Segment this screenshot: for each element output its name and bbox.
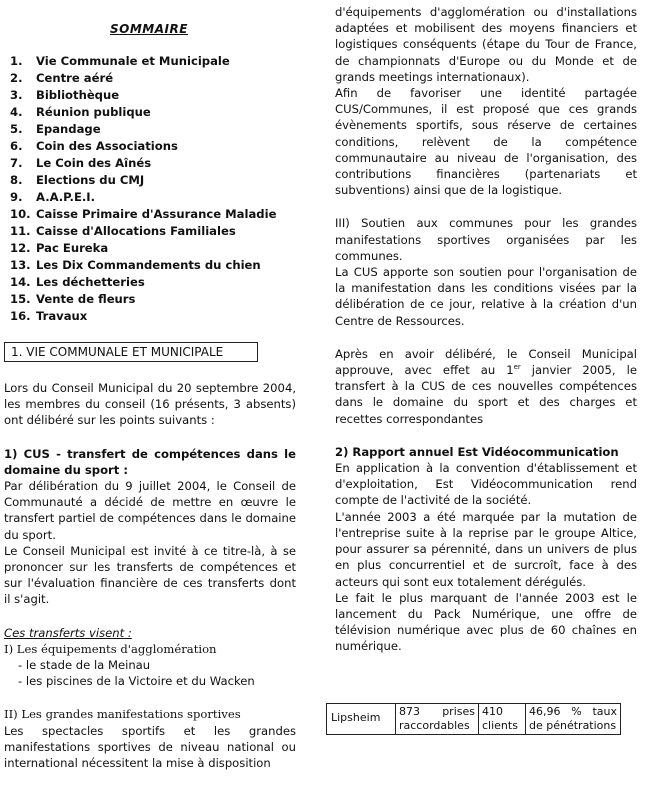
toc-item — [10, 223, 276, 240]
toc-item — [10, 53, 276, 70]
toc-item-label: Epandage — [36, 122, 101, 136]
toc-item — [10, 189, 276, 206]
point1-paragraph-1: Par délibération du 9 juillet 2004, le Conseil de Communauté a décidé de mettre en œuvre le transfert partiel de compétences dans le domaine du sport. — [4, 479, 296, 542]
left-body — [4, 380, 296, 771]
deliberation-text-post: janvier 2005, le transfert à la CUS de ces nouvelles compétences dans le domaine du sport et des charges et recettes correspondantes — [335, 363, 637, 426]
toc-item-number: 1. — [10, 54, 23, 68]
toc-item — [10, 104, 276, 121]
toc-item-label: Pac Eureka — [36, 241, 109, 255]
point2-paragraph-1: En application à la convention d'établissement et d'exploitation, Est Vidéocommunication rend compte de l'activité de la société. — [335, 461, 637, 508]
deliberation-paragraph — [335, 346, 637, 427]
toc-item — [10, 70, 276, 87]
toc-item-number: 16. — [10, 309, 31, 323]
taux-value: 46,96 — [529, 705, 561, 718]
continuation-paragraph: d'équipements d'agglomération ou d'installations adaptées et mobilisent des moyens financiers et logistiques conséquents (étape du Tour de France, de championnats d'Europe ou du Monde et de grands meetings internationaux). — [335, 5, 637, 84]
toc-item — [10, 121, 276, 138]
transfer-item-2-text: Les spectacles sportifs et les grandes manifestations sportives de niveau national ou international nécessitent la mise à disposition — [4, 723, 296, 771]
soutien-paragraph: III) Soutien aux communes pour les grandes manifestations sportives organisées par les communes. — [335, 216, 637, 263]
transfer-item-1a: - le stade de la Meinau — [18, 658, 151, 673]
cus-soutien-paragraph: La CUS apporte son soutien pour l'organisation de la manifestation dans les conditions visées par la délibération de ce jour, relative à la création d'un Centre de Ressources. — [335, 265, 637, 328]
deliberation-text-pre: Après en avoir délibéré, le Conseil Municipal approuve, avec effet au 1 — [335, 346, 637, 378]
toc-item-label: Le Coin des Aînés — [36, 156, 152, 170]
toc-item-number: 4. — [10, 105, 23, 119]
sommaire-title: SOMMAIRE — [110, 22, 188, 36]
toc-item-label: Centre aéré — [36, 71, 114, 85]
point2-paragraph-2: L'année 2003 a été marquée par la mutation de l'entreprise suite à la reprise par le groupe Altice, pour assurer sa pérennité, dans un univers de plus en plus concurrentiel et de surcroît, face à des acteurs qui sont eux totalement dérégulés. — [335, 509, 637, 589]
toc-item-label: Caisse Primaire d'Assurance Maladie — [36, 207, 277, 221]
toc-item — [10, 291, 276, 308]
raccordables-label: raccordables — [399, 719, 470, 732]
transfer-item-1b: - les piscines de la Victoire et du Wacken — [18, 674, 255, 689]
toc-item-number: 11. — [10, 224, 31, 238]
intro-paragraph: Lors du Conseil Municipal du 20 septembre 2004, les membres du conseil (16 présents, 3 absents) ont délibéré sur les points suivants : — [4, 381, 296, 428]
toc-item-label: Bibliothèque — [36, 88, 120, 102]
toc-item-label: Coin des Associations — [36, 139, 178, 153]
toc-item — [10, 240, 276, 257]
point2-title: 2) Rapport annuel Est Vidéocommunication — [335, 444, 619, 459]
toc-item-label: Travaux — [36, 309, 88, 323]
toc-item — [10, 155, 276, 172]
toc-item-number: 9. — [10, 190, 23, 204]
toc-item-number: 13. — [10, 258, 31, 272]
toc-item-number: 6. — [10, 139, 23, 153]
prises-cell — [396, 704, 479, 735]
toc-item — [10, 308, 276, 325]
toc-item-number: 10. — [10, 207, 31, 221]
point2-paragraph-3: Le fait le plus marquant de l'année 2003 est le lancement du Pack Numérique, une offre de télévision numérique avec plus de 60 chaînes en numérique. — [335, 590, 637, 654]
point1-paragraph-2: Le Conseil Municipal est invité à ce titre-là, à se prononcer sur les transferts de compétences et sur l'évaluation financière de ces transferts dont il s'agit. — [4, 543, 296, 607]
taux-cell — [526, 704, 621, 735]
toc-item-label: A.A.P.E.I. — [36, 190, 95, 204]
prises-count: 873 — [399, 705, 420, 718]
partage-paragraph: Afin de favoriser une identité partagée CUS/Communes, il est proposé que ces grands évènements sportifs, sous réserve de certaines conditions, relèvent de la compétence communautaire au niveau de l'organisation, des contributions financières (partenariats et subventions) ainsi que de la logistique. — [335, 86, 637, 198]
toc-item-number: 12. — [10, 241, 31, 255]
stats-table — [326, 703, 621, 735]
transfer-item-2: II) Les grandes manifestations sportives — [4, 707, 241, 722]
prises-label: prises — [442, 705, 475, 718]
toc-item-number: 3. — [10, 88, 23, 102]
toc-item-number: 5. — [10, 122, 23, 136]
point1-title: 1) CUS - transfert de compétences dans le domaine du sport : — [4, 446, 296, 477]
toc-item-label: Caisse d'Allocations Familiales — [36, 224, 236, 238]
transfer-item-1: I) Les équipements d'agglomération — [4, 641, 217, 656]
toc-item-label: Elections du CMJ — [36, 173, 145, 187]
toc-item-number: 8. — [10, 173, 23, 187]
toc-item — [10, 206, 276, 223]
clients-cell — [479, 704, 526, 735]
toc-item-number: 2. — [10, 71, 23, 85]
toc-item — [10, 172, 276, 189]
penetration-label: de pénétrations — [529, 719, 617, 732]
toc-item-number: 14. — [10, 275, 31, 289]
toc-item-label: Les Dix Commandements du chien — [36, 258, 261, 272]
table-of-contents — [10, 53, 276, 325]
taux-label: taux — [592, 705, 617, 718]
toc-item-label: Réunion publique — [36, 105, 151, 119]
toc-item-number: 7. — [10, 156, 23, 170]
deliberation-superscript: er — [513, 363, 521, 372]
toc-item-label: Vente de fleurs — [36, 292, 136, 306]
clients-count: 410 — [482, 705, 503, 718]
transfers-heading: Ces transferts visent : — [4, 625, 132, 640]
toc-item — [10, 138, 276, 155]
clients-label: clients — [482, 719, 518, 732]
toc-item-label: Les déchetteries — [36, 275, 145, 289]
percent-sign: % — [571, 705, 582, 718]
toc-item-number: 15. — [10, 292, 31, 306]
commune-name: Lipsheim — [331, 711, 381, 724]
toc-item — [10, 257, 276, 274]
table-row — [327, 704, 621, 735]
toc-item — [10, 87, 276, 104]
toc-item-label: Vie Communale et Municipale — [36, 54, 230, 68]
toc-item — [10, 274, 276, 291]
right-body — [335, 4, 637, 655]
commune-cell — [327, 704, 396, 735]
section-header: 1. VIE COMMUNALE ET MUNICIPALE — [4, 342, 258, 362]
